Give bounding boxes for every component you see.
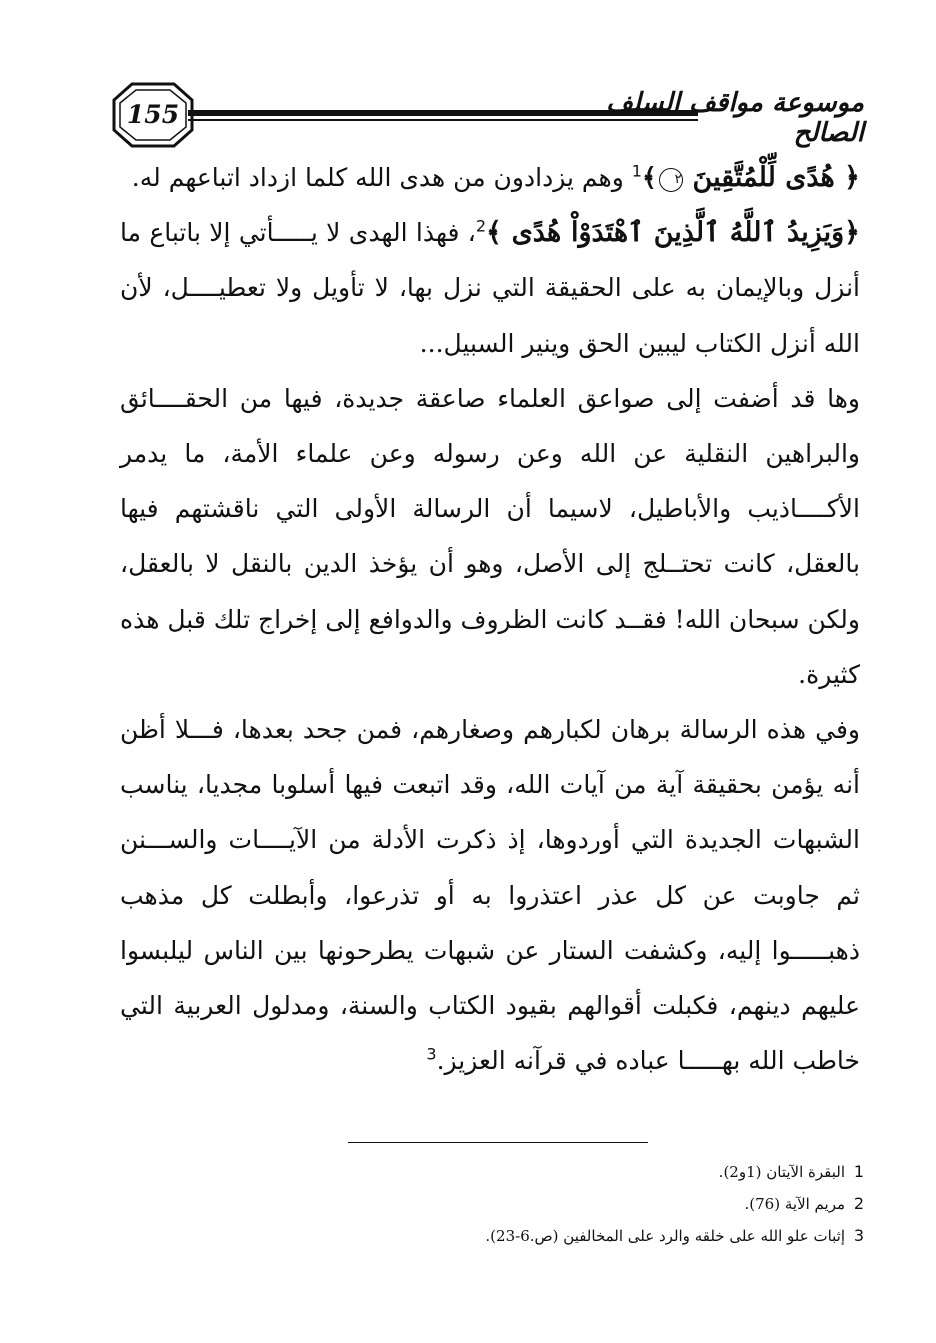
footnote-ref-1[interactable]: 1 — [631, 161, 642, 181]
verse-close-bracket: ﴾ — [641, 163, 657, 192]
paragraph-1-text: وهم يزدادون من هدى الله كلما ازداد اتباعهم له. — [131, 163, 624, 192]
paragraph-4-text: وفي هذه الرسالة برهان لكبارهم وصغارهم، فمن جحد بعدها، فـــلا أظن أنه يؤمن بحقيقة آية من آيات الله، وقد اتبعت فيها أسلوبا مجديا، يناسب الشبهات الجديدة التي أوردوها، إذ ذكرت الأدلة من الآيــــات والســـنن ثم جاوبت عن كل عذر اعتذروا به أو تذرعوا، وأبطلت كل مذهب ذهبـــــوا إليه، وكشفت الستار عن شبهات يطرحونها بين الناس ليلبسوا عليهم دينهم، فكبلت أقوالهم بقيود الكتاب والسنة، ومدلول العربية التي خاطب الله بهـــــا عباده في قرآنه العزيز. — [120, 715, 860, 1076]
footnotes — [120, 1156, 864, 1252]
footnote-number: 2 — [853, 1194, 864, 1213]
footnote-1 — [120, 1156, 864, 1188]
footnote-ref-2[interactable]: 2 — [475, 216, 487, 236]
paragraph-3: وها قد أضفت إلى صواعق العلماء صاعقة جديدة، فيها من الحقــــائق والبراهين النقلية عن الله وعن رسوله وعن علماء الأمة، ما يدمر الأكــــاذيب والأباطيل، لاسيما أن الرسالة الأولى التي ناقشتهم فيها بالعقل، كانت تحتــلج إلى الأصل، وهو أن يؤخذ الدين بالنقل لا بالعقل، ولكن سبحان الله! فقــد كانت الظروف والدوافع إلى إخراج تلك قبل هذه كثيرة. — [120, 383, 860, 689]
series-title: موسوعة مواقف السلف الصالح — [606, 88, 864, 148]
footnote-3 — [120, 1220, 864, 1252]
paragraph-4 — [120, 702, 860, 1088]
ayah-number-mark: ٢ — [659, 168, 683, 192]
footnote-number: 1 — [853, 1162, 864, 1181]
page-number: 155 — [126, 100, 180, 129]
footnote-separator — [348, 1142, 648, 1143]
footnote-2 — [120, 1188, 864, 1220]
paragraph-1 — [120, 150, 860, 205]
paragraph-2-text: ، فهذا الهدى لا يـــــأتي إلا باتباع ما أنزل وبالإيمان به على الحقيقة التي نزل بها، لا تأويل ولا تعطيــــل، لأن الله أنزل الكتاب ليبين الحق وينير السبيل... — [120, 218, 860, 358]
footnote-text: مريم الآية (76). — [744, 1195, 846, 1213]
page-header — [112, 80, 864, 150]
quran-verse-1: ﴿ هُدًى لِّلْمُتَّقِينَ — [692, 162, 860, 193]
footnote-number: 3 — [853, 1226, 864, 1245]
body-text — [120, 150, 860, 1088]
footnote-text: إثبات علو الله على خلقه والرد على المخالفين (ص.6-23). — [485, 1227, 846, 1245]
footnote-ref-3[interactable]: 3 — [426, 1044, 437, 1064]
page-number-badge — [112, 82, 194, 148]
footnote-text: البقرة الآيتان (1و2). — [718, 1163, 846, 1181]
paragraph-2 — [120, 205, 860, 371]
quran-verse-2: ﴿وَيَزِيدُ ٱللَّهُ ٱلَّذِينَ ٱهْتَدَوْاْ هُدًى ﴾ — [486, 217, 860, 249]
